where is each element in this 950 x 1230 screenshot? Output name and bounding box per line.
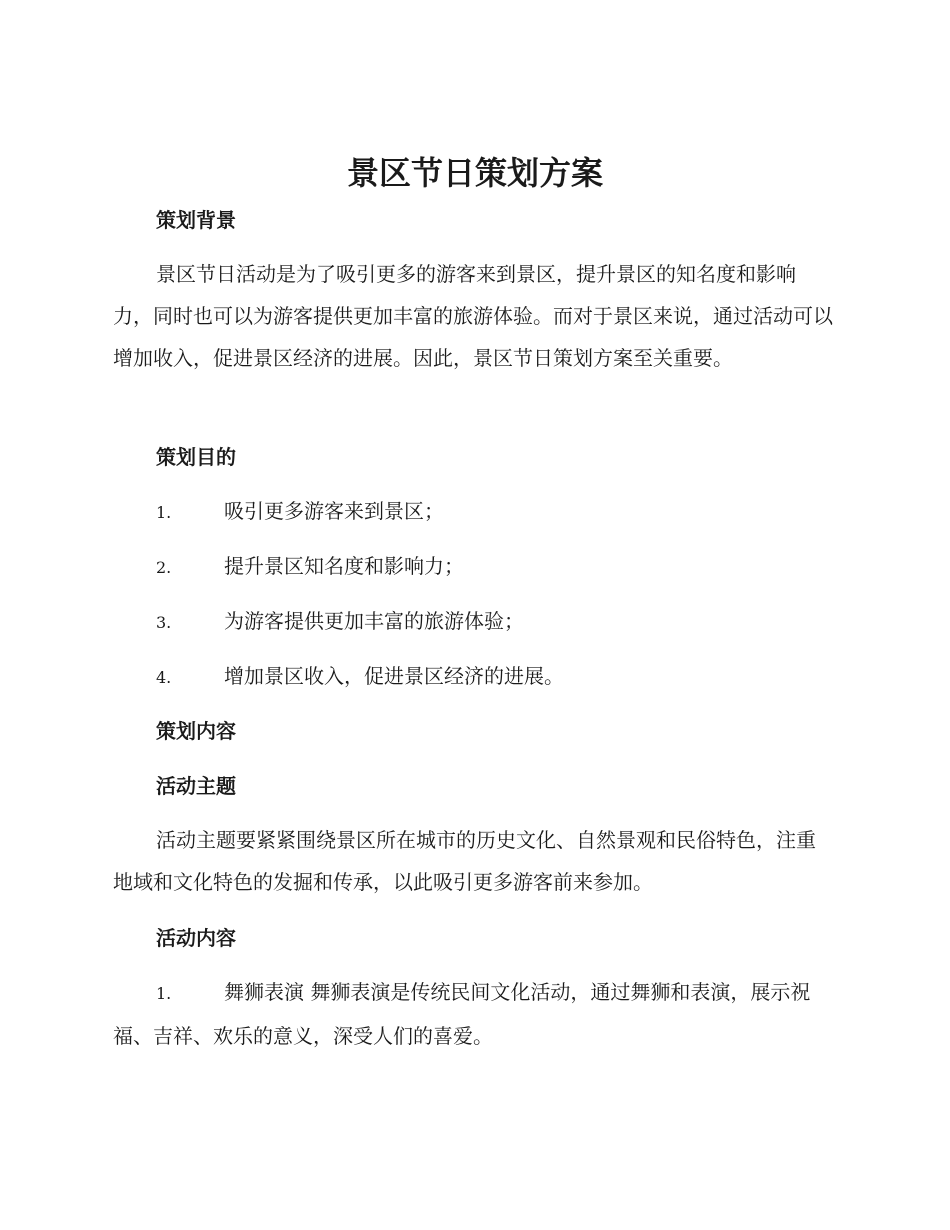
list-item-number: 4. <box>156 668 172 687</box>
section-heading-purpose: 策划目的 <box>156 445 236 469</box>
list-item-text: 增加景区收入，促进景区经济的进展。 <box>224 664 564 688</box>
list-item-text: 为游客提供更加丰富的旅游体验； <box>224 609 524 633</box>
list-item-number: 1. <box>156 503 172 522</box>
purpose-list-item <box>156 661 564 693</box>
list-item-number: 2. <box>156 558 172 577</box>
section-heading-background: 策划背景 <box>156 208 236 232</box>
purpose-list-item <box>156 496 444 528</box>
list-item-number: 1. <box>156 984 172 1003</box>
list-item-text: 提升景区知名度和影响力； <box>224 554 464 578</box>
list-item-text: 吸引更多游客来到景区； <box>224 499 444 523</box>
theme-paragraph: 活动主题要紧紧围绕景区所在城市的历史文化、自然景观和民俗特色，注重地域和文化特色的发掘和传承，以此吸引更多游客前来参加。 <box>113 828 816 894</box>
activities-list-item <box>113 971 835 1057</box>
section-heading-activities: 活动内容 <box>156 926 236 950</box>
list-item-number: 3. <box>156 613 172 632</box>
list-item-text: 舞狮表演 舞狮表演是传统民间文化活动，通过舞狮和表演，展示祝福、吉祥、欢乐的意义，深受人们的喜爱。 <box>113 980 811 1048</box>
purpose-list-item <box>156 551 464 583</box>
document-title: 景区节日策划方案 <box>346 154 603 192</box>
background-paragraph: 景区节日活动是为了吸引更多的游客来到景区，提升景区的知名度和影响力，同时也可以为游客提供更加丰富的旅游体验。而对于景区来说，通过活动可以增加收入，促进景区经济的进展。因此，景区节日策划方案至关重要。 <box>113 262 833 370</box>
section-heading-theme: 活动主题 <box>156 774 236 798</box>
purpose-list-item <box>156 606 524 638</box>
section-heading-content: 策划内容 <box>156 719 236 743</box>
